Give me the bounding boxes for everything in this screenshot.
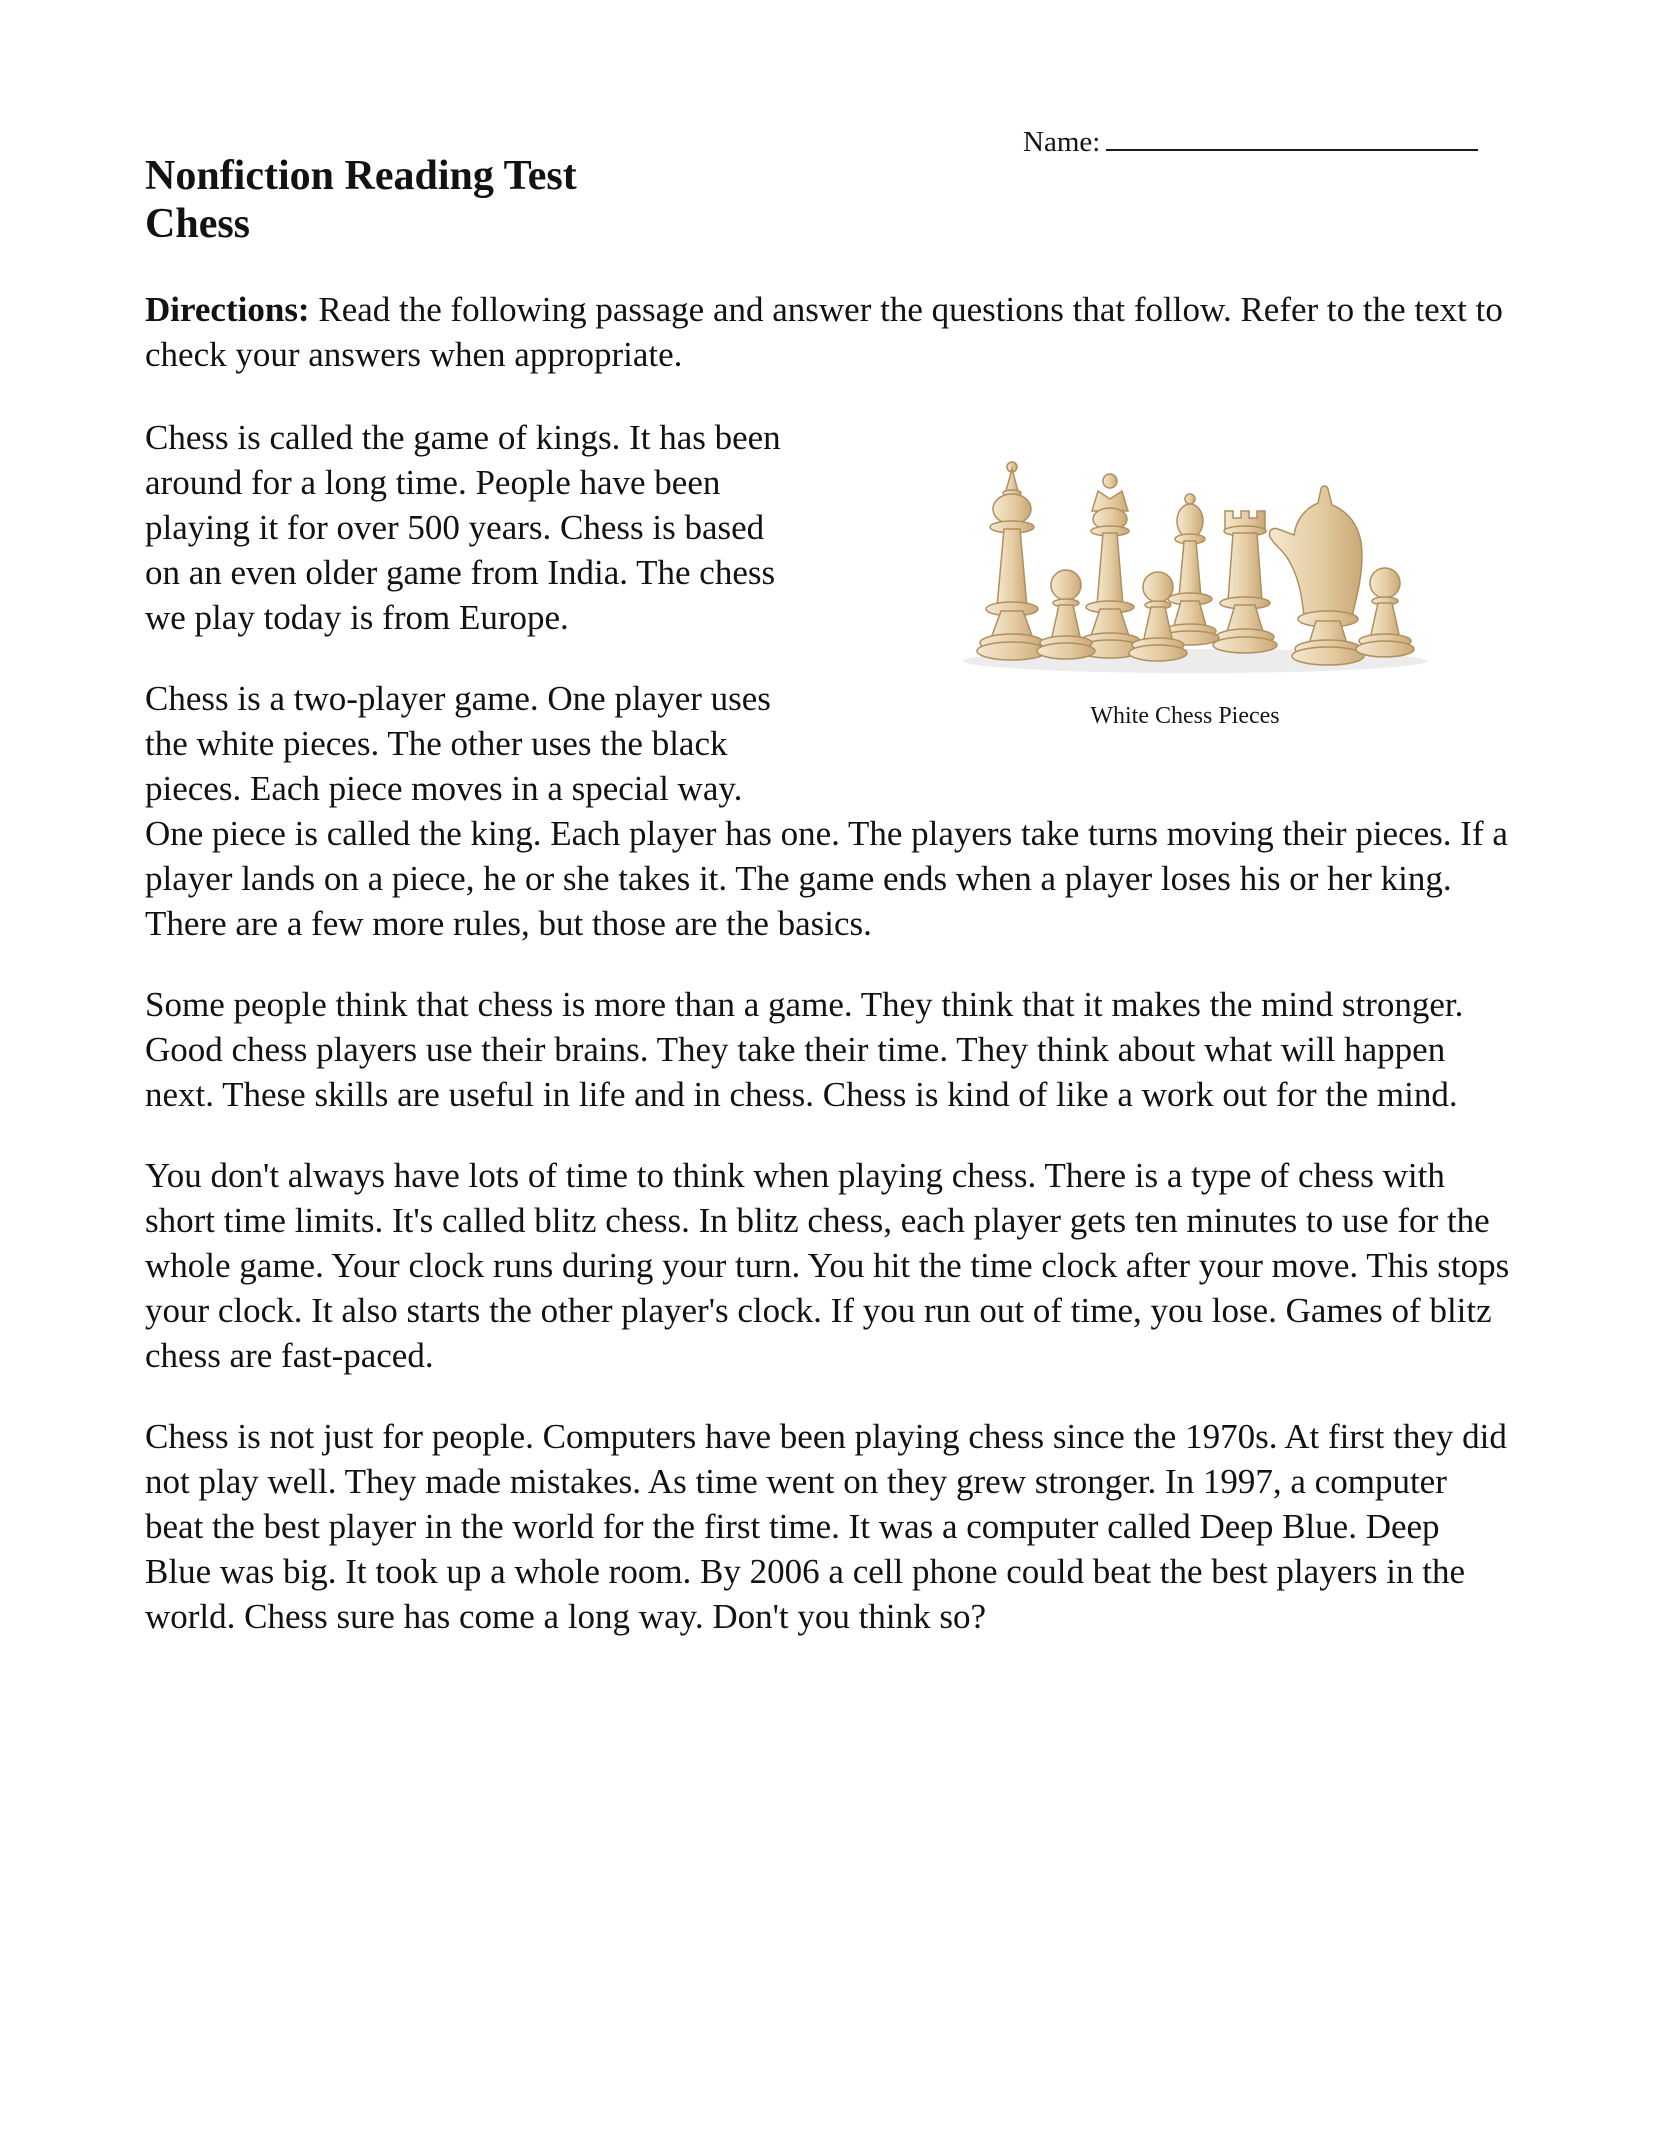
- passage-paragraph-2: Chess is a two-player game. One player uses the white pieces. The other uses the black pieces. Each piece moves in a special way. One piece is called the king. Each player has one. The players take turns moving their pieces. If a player lands on a piece, he or she takes it. The game ends when a player loses his or her king. There are a few more rules, but those are the basics.: [145, 679, 1508, 943]
- pawn-piece: [1356, 568, 1414, 657]
- directions-paragraph: [145, 287, 1510, 377]
- title-block: [145, 152, 1510, 248]
- chess-pieces-image: [860, 415, 1510, 695]
- passage-paragraph-5: Chess is not just for people. Computers have been playing chess since the 1970s. At first they did not play well. They made mistakes. As time went on they grew stronger. In 1997, a computer beat the best player in the world for the first time. It was a computer called Deep Blue. Deep Blue was big. It took up a whole room. By 2006 a cell phone could beat the best players in the world. Chess sure has come a long way. Don't you think so?: [145, 1417, 1507, 1636]
- directions-label: Directions:: [145, 290, 310, 329]
- pawn-piece: [1037, 570, 1095, 659]
- bishop-piece: [1161, 494, 1219, 645]
- knight-piece: [1269, 486, 1364, 665]
- passage-paragraph-4: You don't always have lots of time to think when playing chess. There is a type of chess with short time limits. It's called blitz chess. In blitz chess, each player gets ten minutes to use for the whole game. Your clock runs during your turn. You hit the time clock after your move. This stops your clock. It also starts the other player's clock. If you run out of time, you lose. Games of blitz chess are fast-paced.: [145, 1156, 1510, 1375]
- passage: [145, 415, 1510, 1639]
- rook-piece: [1213, 511, 1277, 653]
- page-title: Nonfiction Reading Test: [145, 153, 577, 199]
- passage-paragraph-3: Some people think that chess is more than a game. They think that it makes the mind stronger. Good chess players use their brains. They take their time. They think about what will happen next. These skills are useful in life and in chess. Chess is kind of like a work out for the mind.: [145, 985, 1464, 1114]
- name-row: [1023, 121, 1478, 159]
- figure-caption: White Chess Pieces: [1090, 703, 1280, 729]
- passage-paragraph-1: Chess is called the game of kings. It has been around for a long time. People have been playing it for over 500 years. Chess is based on an even older game from India. The chess we play today is from Europe.: [145, 418, 781, 637]
- king-piece: [977, 462, 1047, 660]
- name-blank-line: [1106, 121, 1478, 151]
- page-subtitle: Chess: [145, 201, 251, 247]
- queen-piece: [1077, 474, 1143, 658]
- chess-figure: [860, 415, 1510, 733]
- name-label: Name:: [1023, 126, 1101, 158]
- directions-text: Read the following passage and answer the questions that follow. Refer to the text to check your answers when appropriate.: [145, 290, 1503, 374]
